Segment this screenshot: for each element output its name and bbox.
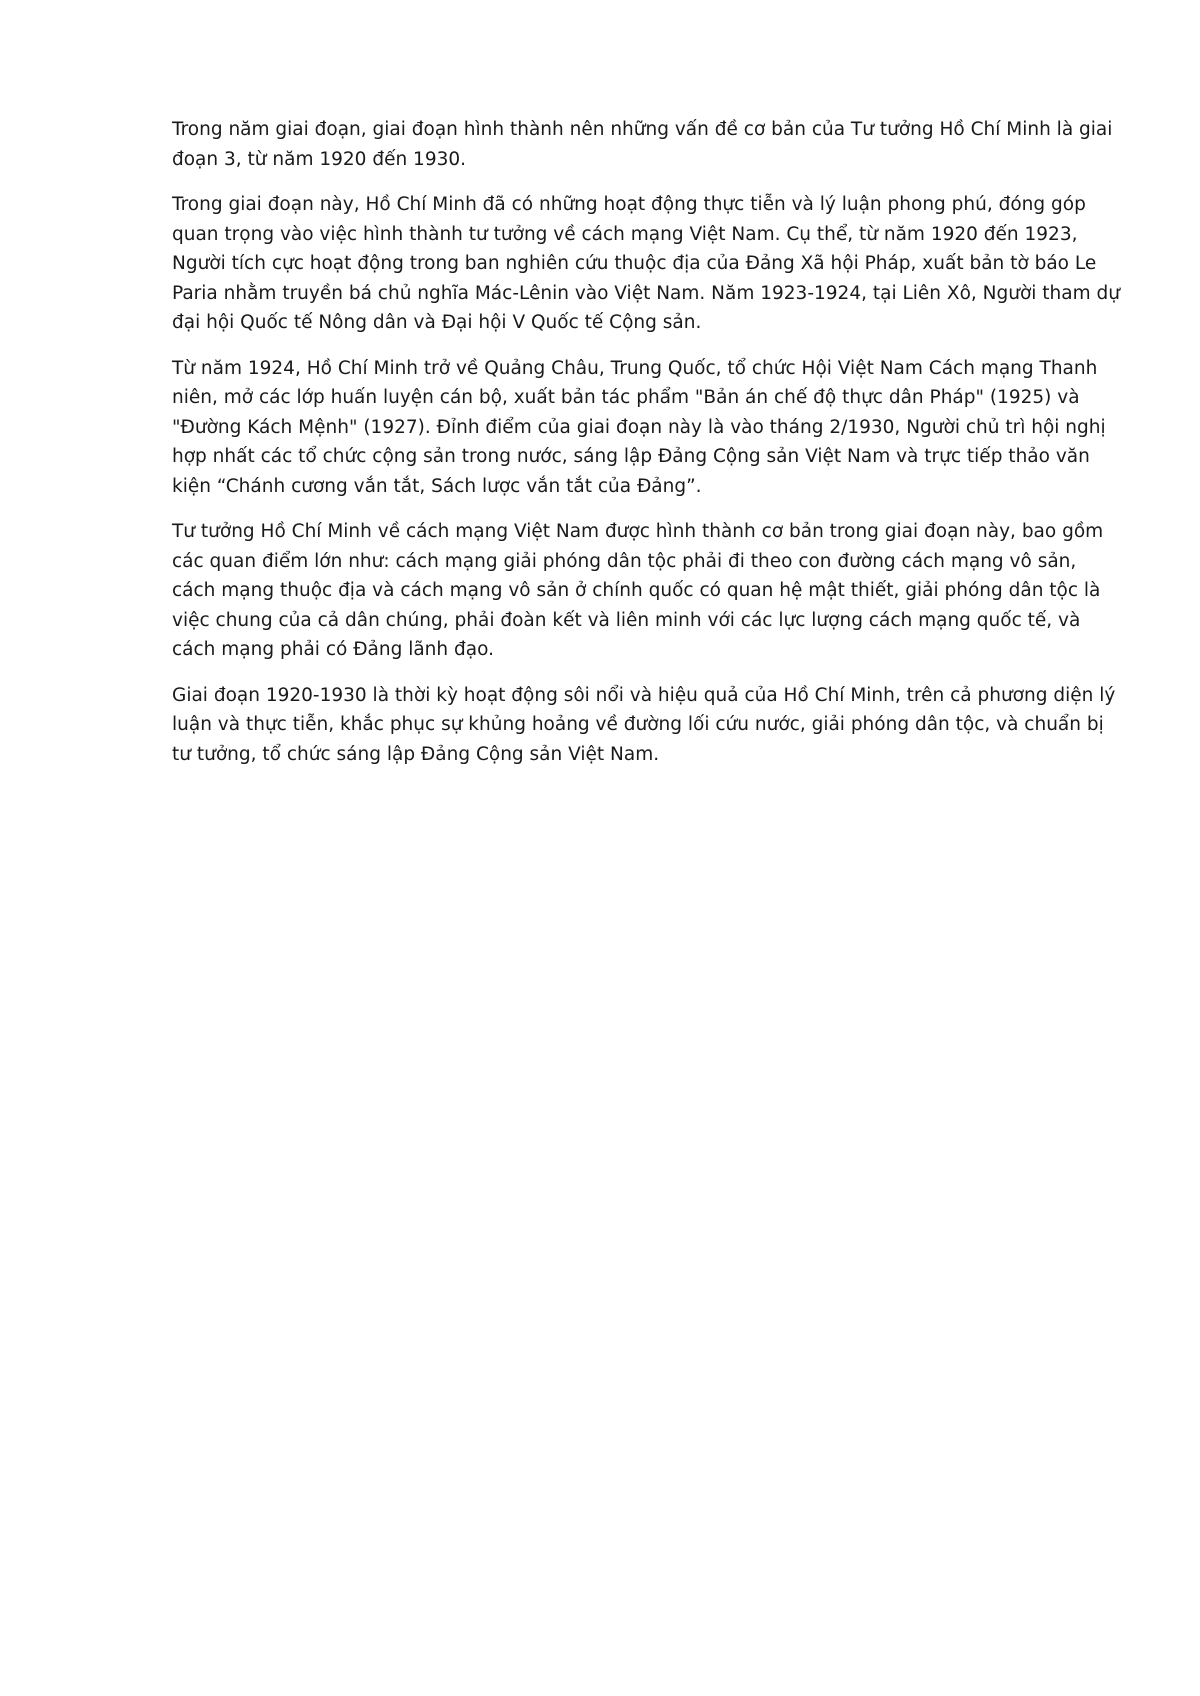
paragraph-4: Tư tưởng Hồ Chí Minh về cách mạng Việt Nam được hình thành cơ bản trong giai đoạn này, bao gồm các quan điểm lớn như: cách mạng giải phóng dân tộc phải đi theo con đường cách mạng vô sản, cách mạng thuộc địa và cách mạng vô sản ở chính quốc có quan hệ mật thiết, giải phóng dân tộc là việc chung của cả dân chúng, phải đoàn kết và liên minh với các lực lượng cách mạng quốc tế, và cách mạng phải có Đảng lãnh đạo. — [172, 521, 1104, 660]
paragraph-1: Trong năm giai đoạn, giai đoạn hình thành nên những vấn đề cơ bản của Tư tưởng Hồ Chí Minh là giai đoạn 3, từ năm 1920 đến 1930. — [172, 119, 1113, 170]
paragraph-3: Từ năm 1924, Hồ Chí Minh trở về Quảng Châu, Trung Quốc, tổ chức Hội Việt Nam Cách mạng Thanh niên, mở các lớp huấn luyện cán bộ, xuất bản tác phẩm "Bản án chế độ thực dân Pháp" (1925) và "Đường Kách Mệnh" (1927). Đỉnh điểm của giai đoạn này là vào tháng 2/1930, Người chủ trì hội nghị hợp nhất các tổ chức cộng sản trong nước, sáng lập Đảng Cộng sản Việt Nam và trực tiếp thảo văn kiện “Chánh cương vắn tắt, Sách lược vắn tắt của Đảng”. — [172, 357, 1106, 497]
paragraph-5: Giai đoạn 1920-1930 là thời kỳ hoạt động sôi nổi và hiệu quả của Hồ Chí Minh, trên cả phương diện lý luận và thực tiễn, khắc phục sự khủng hoảng về đường lối cứu nước, giải phóng dân tộc, và chuẩn bị tư tưởng, tổ chức sáng lập Đảng Cộng sản Việt Nam. — [172, 684, 1116, 765]
paragraph-2: Trong giai đoạn này, Hồ Chí Minh đã có những hoạt động thực tiễn và lý luận phong phú, đóng góp quan trọng vào việc hình thành tư tưởng về cách mạng Việt Nam. Cụ thể, từ năm 1920 đến 1923, Người tích cực hoạt động trong ban nghiên cứu thuộc địa của Đảng Xã hội Pháp, xuất bản tờ báo Le Paria nhằm truyền bá chủ nghĩa Mác-Lênin vào Việt Nam. Năm 1923-1924, tại Liên Xô, Người tham dự đại hội Quốc tế Nông dân và Đại hội V Quốc tế Cộng sản. — [172, 194, 1120, 333]
document-body — [172, 115, 1122, 785]
